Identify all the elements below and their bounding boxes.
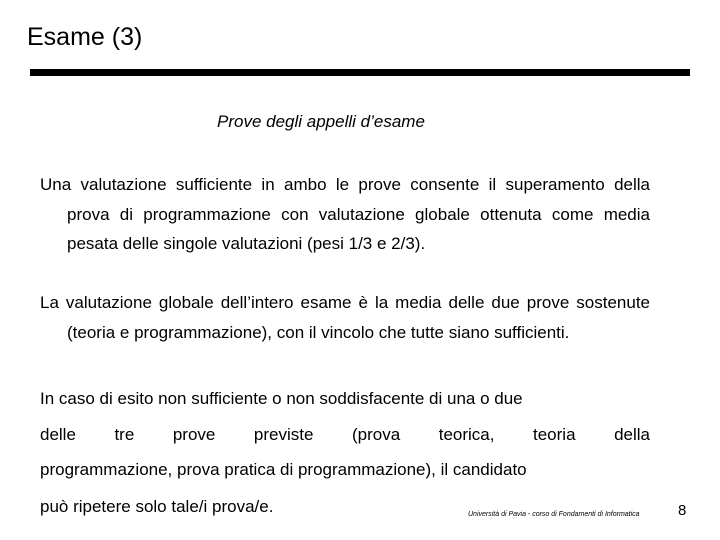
paragraph-1: Una valutazione sufficiente in ambo le prove consente il superamento della prova di programmazione con valutazione globale ottenuta come media pesata delle singole valutazioni (pesi 1/3 e 2/3). <box>40 175 650 253</box>
title-divider <box>30 69 690 76</box>
paragraph-3-line: può ripetere solo tale/i prova/e. <box>40 497 274 516</box>
paragraph-3-line: In caso di esito non sufficiente o non soddisfacente di una o due <box>40 389 523 408</box>
slide-title: Esame (3) <box>27 23 143 51</box>
footer-note: Università di Pavia - corso di Fondamenti di Informatica <box>468 511 640 518</box>
paragraph-2: La valutazione globale dell’intero esame è la media delle due prove sostenute (teoria e programmazione), con il vincolo che tutte siano sufficienti. <box>40 293 650 342</box>
paragraph-3-line: delle tre prove previste (prova teorica, teoria della <box>40 425 650 444</box>
slide-subtitle: Prove degli appelli d’esame <box>217 112 425 131</box>
paragraph-3-line: programmazione, prova pratica di programmazione), il candidato <box>40 460 527 479</box>
page-number: 8 <box>678 502 687 519</box>
